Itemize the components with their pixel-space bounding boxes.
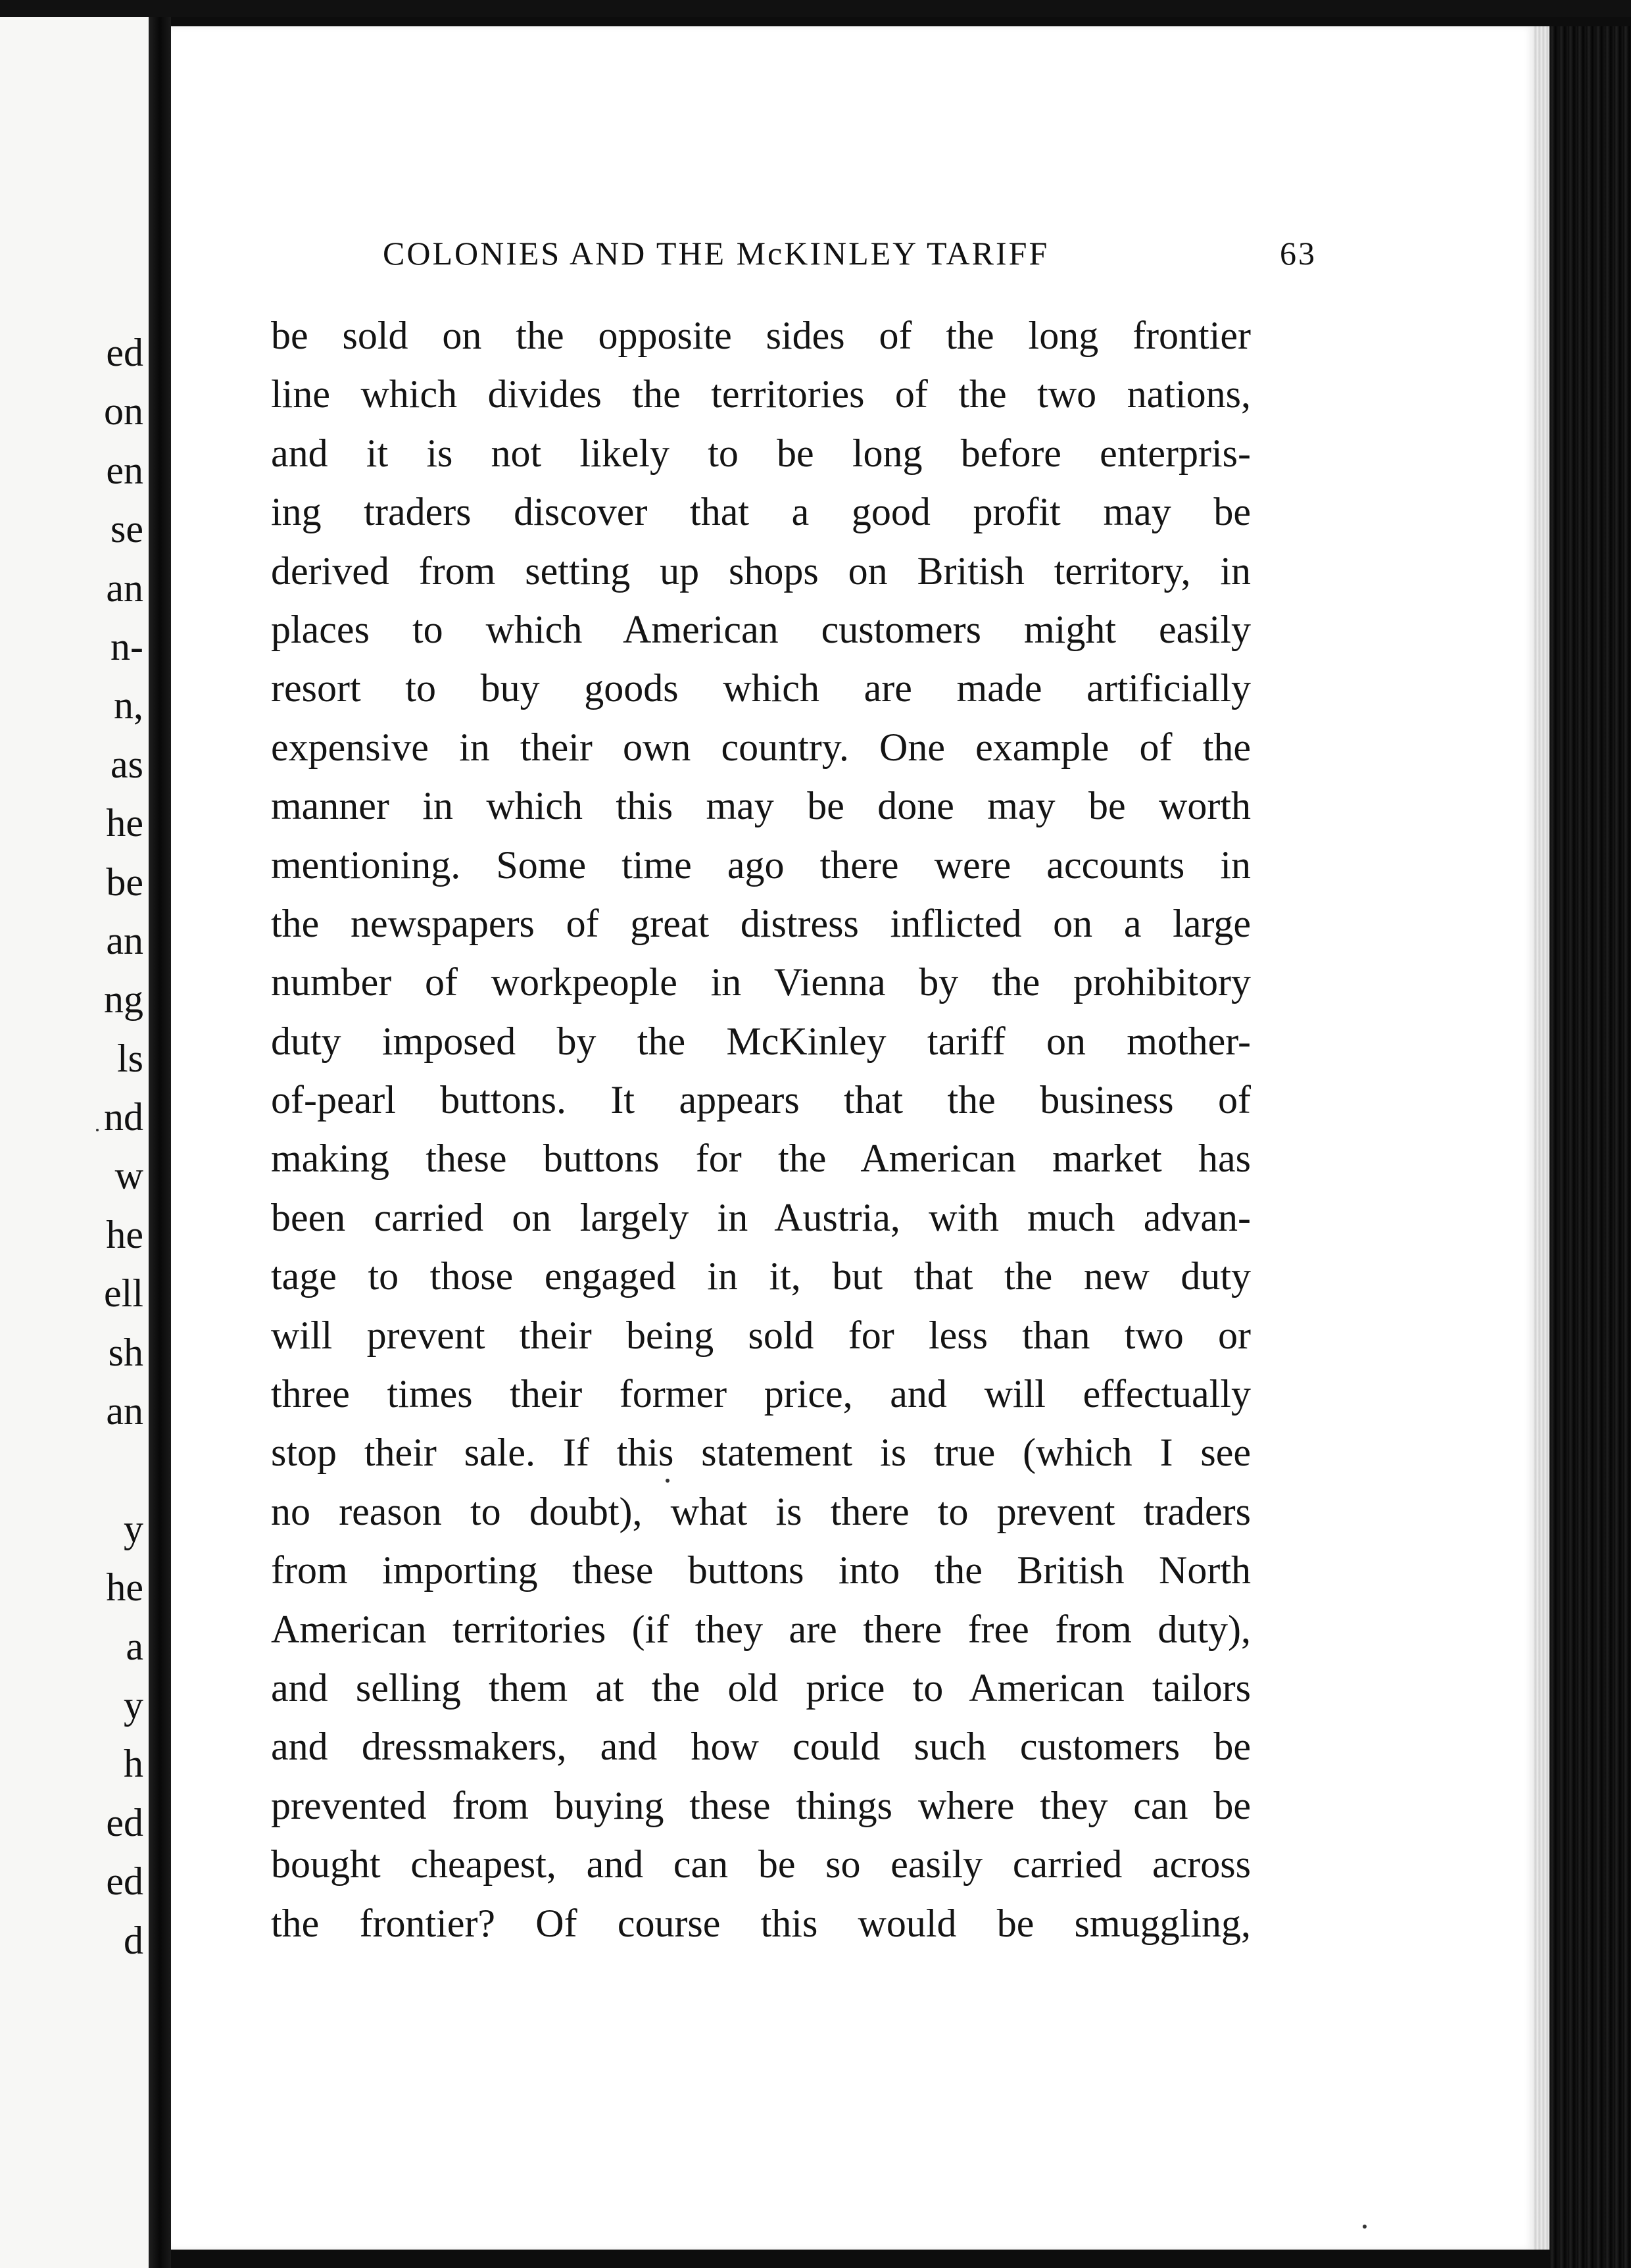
facing-page-fragment: ls [116,1036,143,1080]
text-line: number of workpeople in Vienna by the prohibitory [271,960,1251,1004]
text-line: derived from setting up shops on British territory, in [271,549,1251,593]
text-line: be sold on the opposite sides of the long frontier [271,314,1251,357]
facing-page-fragment: se [110,507,143,551]
speck-mark [666,1479,669,1483]
facing-page-left [0,17,149,2268]
facing-page-fragment: a [126,1624,143,1668]
facing-page-fragment: y [124,1506,143,1550]
text-line: line which divides the territories of the two nations, [271,372,1251,416]
facing-page-fragment: as [110,742,143,786]
text-line: ing traders discover that a good profit may be [271,490,1251,534]
facing-page-line-fragments [104,324,143,1970]
facing-page-fragment: he [106,1565,143,1610]
text-line: no reason to doubt), what is there to prevent traders [271,1489,1251,1533]
text-line: manner in which this may be done may be worth [271,784,1251,828]
speck-mark [1363,2225,1367,2229]
facing-page-fragment: he [106,1212,143,1256]
text-line: stop their sale. If this statement is true (which I see [271,1431,1251,1475]
text-line: bought cheapest, and can be so easily carried across [271,1842,1251,1886]
text-line: and selling them at the old price to American tailors [271,1665,1251,1710]
facing-page-fragment: w [114,1154,143,1198]
facing-page-fragment: y [124,1683,143,1727]
page-number: 63 [1280,235,1317,272]
text-line: three times their former price, and will effectually [271,1372,1251,1416]
facing-page-fragment: ng [104,977,143,1022]
facing-page-fragment: ell [104,1271,143,1316]
text-line: prevented from buying these things where they can be [271,1783,1251,1827]
facing-page-fragment: an [106,566,143,610]
text-line: from importing these buttons into the British North [271,1548,1251,1592]
text-line: and it is not likely to be long before enterpris- [271,431,1251,475]
running-head-title: COLONIES AND THE McKINLEY TARIFF [383,235,1050,272]
facing-page-fragment: ed [106,331,143,374]
text-line: American territories (if they are there free from duty), [271,1607,1251,1651]
text-line: expensive in their own country. One example of the [271,725,1251,769]
facing-page-fragment: an [106,918,143,962]
facing-page-fragment: on [104,389,143,433]
body-text [271,307,1251,1953]
running-head [383,234,1317,280]
text-line: of-pearl buttons. It appears that the business of [271,1078,1251,1122]
facing-page-fragment: an [106,1389,143,1433]
facing-page-fragment: h [124,1742,143,1786]
page-edges [1534,26,1549,2250]
facing-page-fragment: n- [110,624,143,668]
facing-page-fragment: d [124,1918,143,1962]
text-line: places to which American customers might easily [271,607,1251,651]
speck-mark [96,1129,99,1131]
facing-page-fragment: be [106,860,143,904]
facing-page-fragment: sh [108,1330,143,1374]
facing-page-fragment [104,1441,143,1499]
text-line: resort to buy goods which are made artificially [271,666,1251,710]
text-line: will prevent their being sold for less than two or [271,1313,1251,1357]
facing-page-fragment: n, [114,683,143,727]
text-line: mentioning. Some time ago there were accounts in [271,843,1251,887]
book-block-edge [1549,26,1631,2268]
text-line: been carried on largely in Austria, with much advan- [271,1195,1251,1239]
facing-page-fragment: he [106,801,143,845]
text-line: the newspapers of great distress inflicted on a large [271,901,1251,945]
facing-page-fragment: en [106,448,143,492]
text-line: and dressmakers, and how could such customers be [271,1725,1251,1769]
scan-top-edge [0,0,1631,17]
facing-page-fragment: ed [106,1860,143,1904]
facing-page-fragment: ed [106,1800,143,1844]
text-line: duty imposed by the McKinley tariff on mother- [271,1019,1251,1063]
text-line: tage to those engaged in it, but that the new duty [271,1254,1251,1298]
text-line: making these buttons for the American market has [271,1137,1251,1181]
facing-page-fragment: nd [104,1095,143,1139]
book-gutter [149,17,171,2268]
text-line: the frontier? Of course this would be smuggling, [271,1901,1251,1945]
